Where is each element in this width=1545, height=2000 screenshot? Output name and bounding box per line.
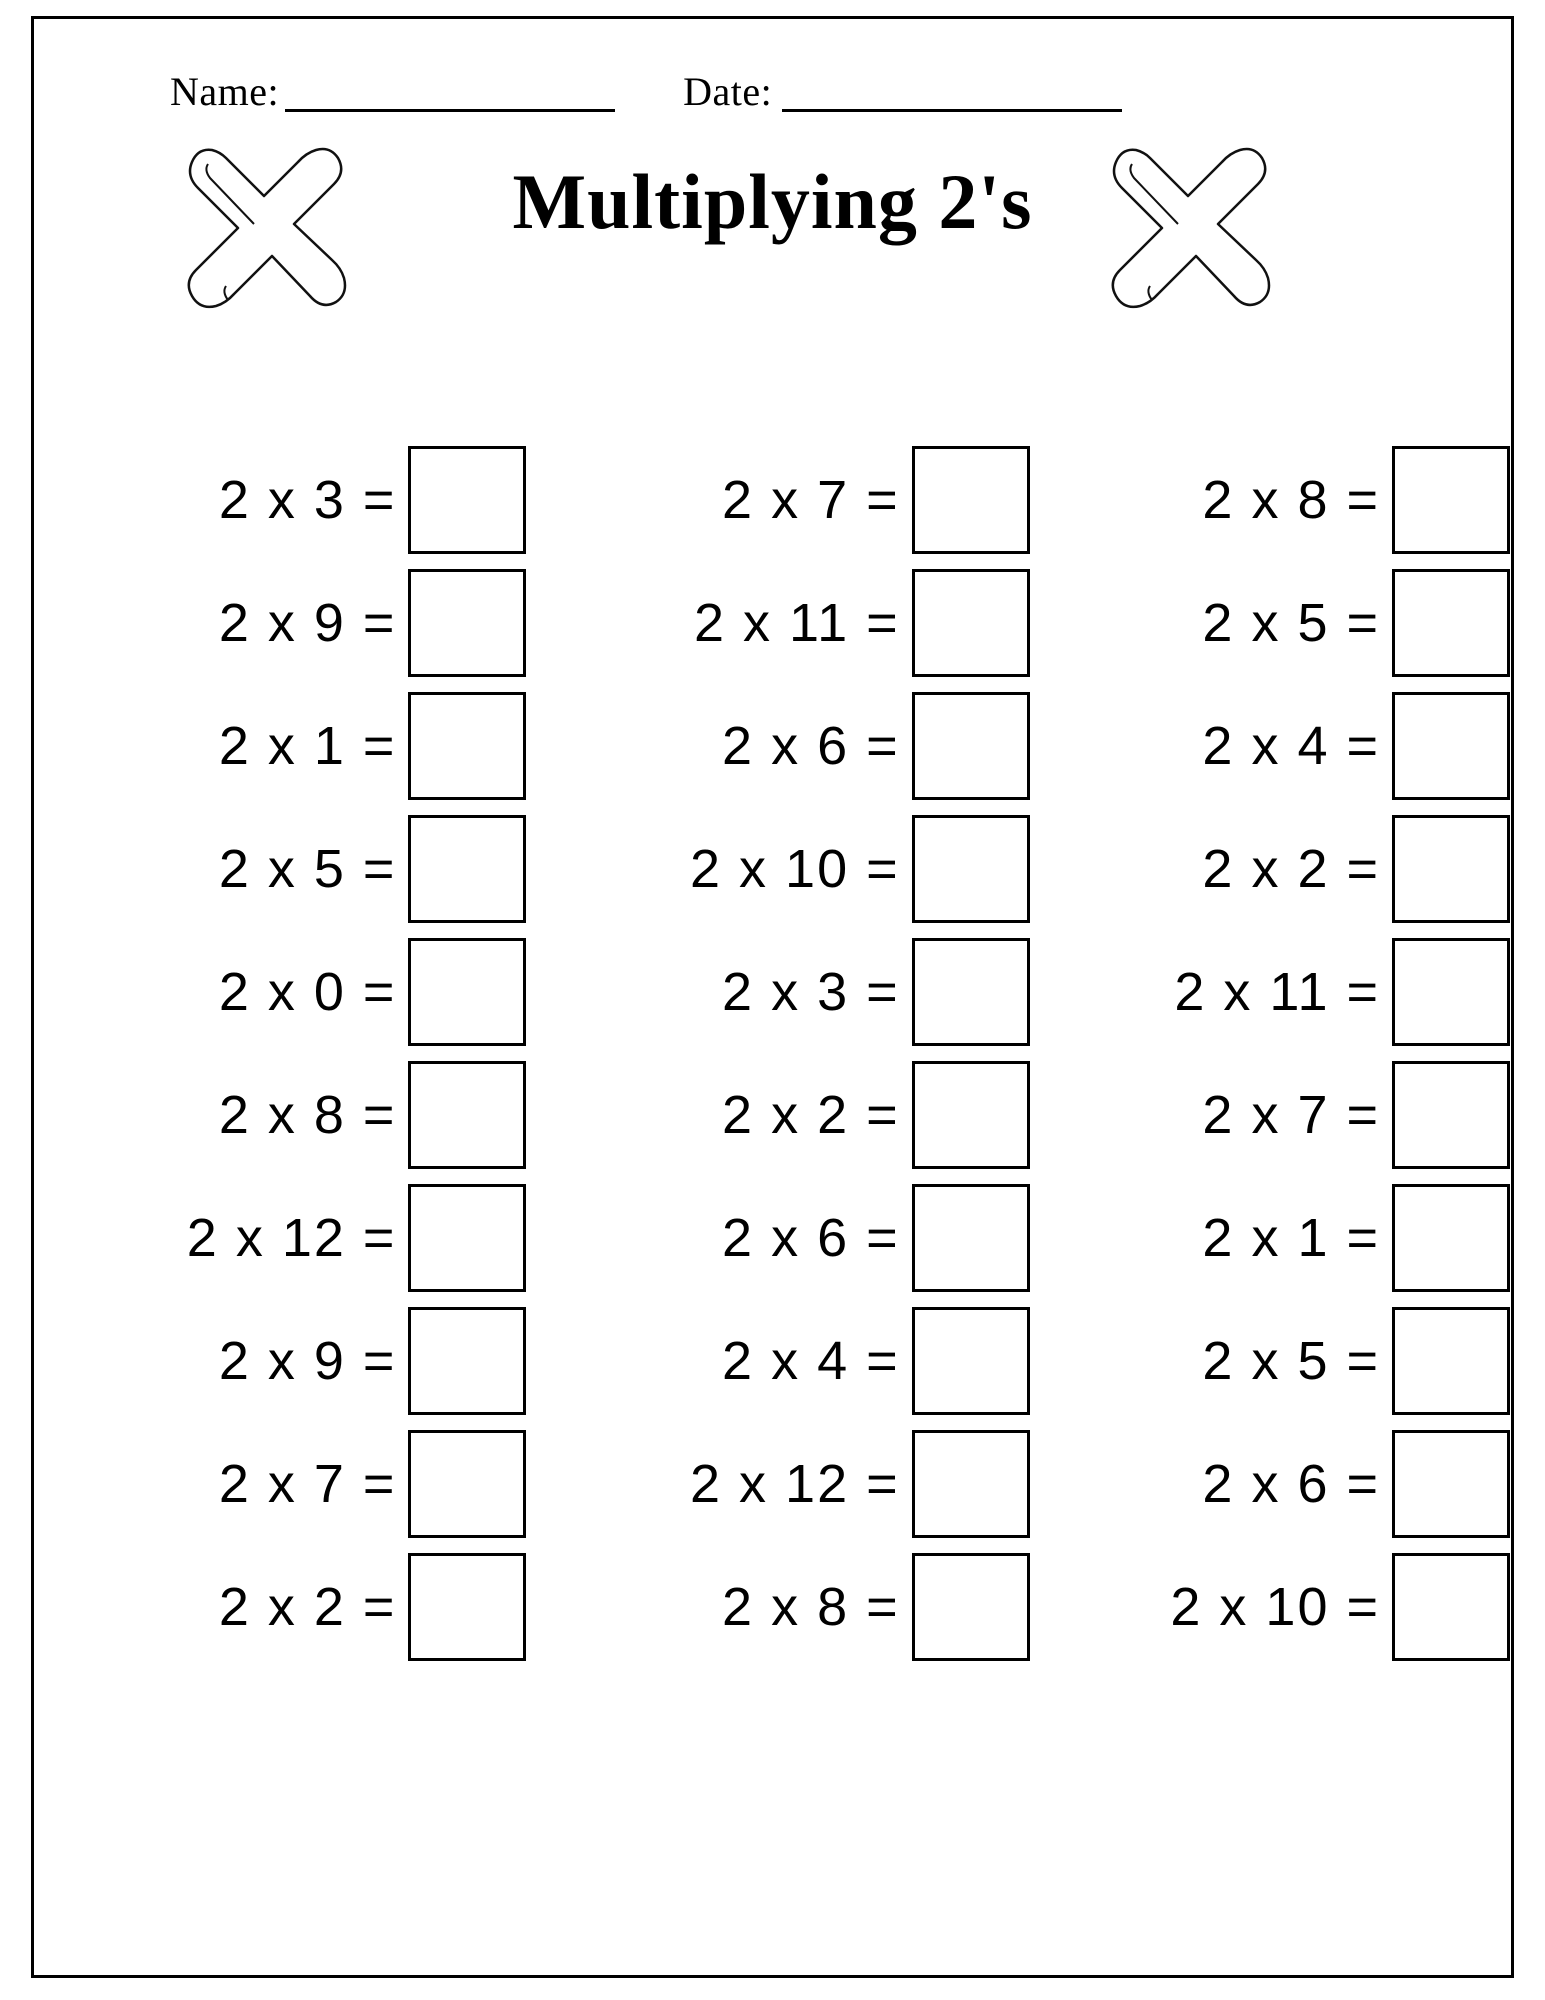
answer-box[interactable] <box>408 815 526 923</box>
answer-box[interactable] <box>408 1430 526 1538</box>
answer-box[interactable] <box>912 938 1030 1046</box>
answer-box[interactable] <box>912 1307 1030 1415</box>
problem-expression: 2 x 11 = <box>1174 961 1381 1022</box>
problem-expression: 2 x 12 = <box>186 1207 397 1268</box>
answer-box[interactable] <box>1392 692 1510 800</box>
title-zone <box>0 130 1545 330</box>
problem-expression: 2 x 7 = <box>1202 1084 1381 1145</box>
problem-expression: 2 x 9 = <box>218 592 397 653</box>
name-input[interactable] <box>285 75 615 112</box>
problem-cell <box>1030 1545 1510 1668</box>
problem-cell <box>40 930 526 1053</box>
problem-row <box>40 1299 1510 1422</box>
date-input[interactable] <box>782 75 1122 112</box>
answer-box[interactable] <box>912 1553 1030 1661</box>
problem-expression: 2 x 0 = <box>218 961 397 1022</box>
problem-row <box>40 1422 1510 1545</box>
answer-box[interactable] <box>912 569 1030 677</box>
problem-expression: 2 x 2 = <box>1202 838 1381 899</box>
problem-cell <box>40 1176 526 1299</box>
problem-expression: 2 x 2 = <box>722 1084 900 1145</box>
answer-box[interactable] <box>912 692 1030 800</box>
problem-cell <box>40 561 526 684</box>
problem-expression: 2 x 6 = <box>722 1207 900 1268</box>
name-field[interactable] <box>170 69 615 114</box>
answer-box[interactable] <box>1392 1430 1510 1538</box>
problem-expression: 2 x 8 = <box>1202 469 1381 530</box>
answer-box[interactable] <box>1392 1307 1510 1415</box>
date-label: Date: <box>683 69 773 114</box>
problem-row <box>40 1545 1510 1668</box>
problem-cell <box>526 684 1029 807</box>
answer-box[interactable] <box>1392 569 1510 677</box>
problem-expression: 2 x 1 = <box>218 715 397 776</box>
problem-cell <box>40 807 526 930</box>
problem-cell <box>526 1176 1029 1299</box>
problem-expression: 2 x 3 = <box>722 961 900 1022</box>
problem-cell <box>40 684 526 807</box>
problem-expression: 2 x 5 = <box>218 838 397 899</box>
problem-cell <box>40 1422 526 1545</box>
problem-cell <box>40 1545 526 1668</box>
answer-box[interactable] <box>912 815 1030 923</box>
answer-box[interactable] <box>912 1184 1030 1292</box>
problem-expression: 2 x 6 = <box>722 715 900 776</box>
problem-expression: 2 x 12 = <box>690 1453 900 1514</box>
problem-cell <box>526 930 1029 1053</box>
problem-cell <box>1030 930 1510 1053</box>
problem-expression: 2 x 8 = <box>722 1576 900 1637</box>
page-title: Multiplying 2's <box>512 158 1033 245</box>
answer-box[interactable] <box>1392 446 1510 554</box>
problem-row <box>40 561 1510 684</box>
problem-expression: 2 x 6 = <box>1202 1453 1381 1514</box>
answer-box[interactable] <box>912 1061 1030 1169</box>
answer-box[interactable] <box>408 938 526 1046</box>
problem-cell <box>1030 1422 1510 1545</box>
problem-cell <box>1030 1299 1510 1422</box>
answer-box[interactable] <box>1392 938 1510 1046</box>
answer-box[interactable] <box>408 1061 526 1169</box>
date-field[interactable] <box>683 69 1122 114</box>
problem-row <box>40 807 1510 930</box>
problem-expression: 2 x 8 = <box>218 1084 397 1145</box>
problem-expression: 2 x 1 = <box>1202 1207 1381 1268</box>
problem-expression: 2 x 11 = <box>694 592 900 653</box>
answer-box[interactable] <box>408 1307 526 1415</box>
answer-box[interactable] <box>408 1184 526 1292</box>
answer-box[interactable] <box>1392 1184 1510 1292</box>
problem-cell <box>1030 807 1510 930</box>
problem-row <box>40 684 1510 807</box>
problem-cell <box>526 1545 1029 1668</box>
problem-cell <box>1030 438 1510 561</box>
answer-box[interactable] <box>1392 1061 1510 1169</box>
problem-cell <box>1030 1176 1510 1299</box>
answer-box[interactable] <box>408 1553 526 1661</box>
problem-row <box>40 930 1510 1053</box>
problem-expression: 2 x 9 = <box>218 1330 397 1391</box>
problem-row <box>40 1053 1510 1176</box>
answer-box[interactable] <box>408 569 526 677</box>
problem-expression: 2 x 10 = <box>1170 1576 1381 1637</box>
answer-box[interactable] <box>912 1430 1030 1538</box>
problem-expression: 2 x 2 = <box>218 1576 397 1637</box>
problem-cell <box>526 561 1029 684</box>
answer-box[interactable] <box>408 692 526 800</box>
problem-cell <box>1030 561 1510 684</box>
problem-row <box>40 1176 1510 1299</box>
problem-cell <box>40 438 526 561</box>
problem-expression: 2 x 5 = <box>1202 1330 1381 1391</box>
answer-box[interactable] <box>1392 815 1510 923</box>
problem-expression: 2 x 5 = <box>1202 592 1381 653</box>
answer-box[interactable] <box>912 446 1030 554</box>
name-label: Name: <box>170 69 280 114</box>
answer-box[interactable] <box>1392 1553 1510 1661</box>
problem-expression: 2 x 10 = <box>690 838 900 899</box>
problem-cell <box>526 1422 1029 1545</box>
problem-cell <box>1030 1053 1510 1176</box>
problem-expression: 2 x 7 = <box>722 469 900 530</box>
problems-grid <box>40 438 1510 1668</box>
problem-expression: 2 x 3 = <box>218 469 397 530</box>
problem-cell <box>40 1053 526 1176</box>
problem-cell <box>526 1299 1029 1422</box>
problem-cell <box>526 438 1029 561</box>
problem-cell <box>526 1053 1029 1176</box>
problem-expression: 2 x 4 = <box>1202 715 1381 776</box>
problem-cell <box>526 807 1029 930</box>
header-fields <box>170 52 1370 112</box>
problem-cell <box>1030 684 1510 807</box>
answer-box[interactable] <box>408 446 526 554</box>
problem-expression: 2 x 7 = <box>218 1453 397 1514</box>
problem-expression: 2 x 4 = <box>722 1330 900 1391</box>
problem-row <box>40 438 1510 561</box>
problem-cell <box>40 1299 526 1422</box>
